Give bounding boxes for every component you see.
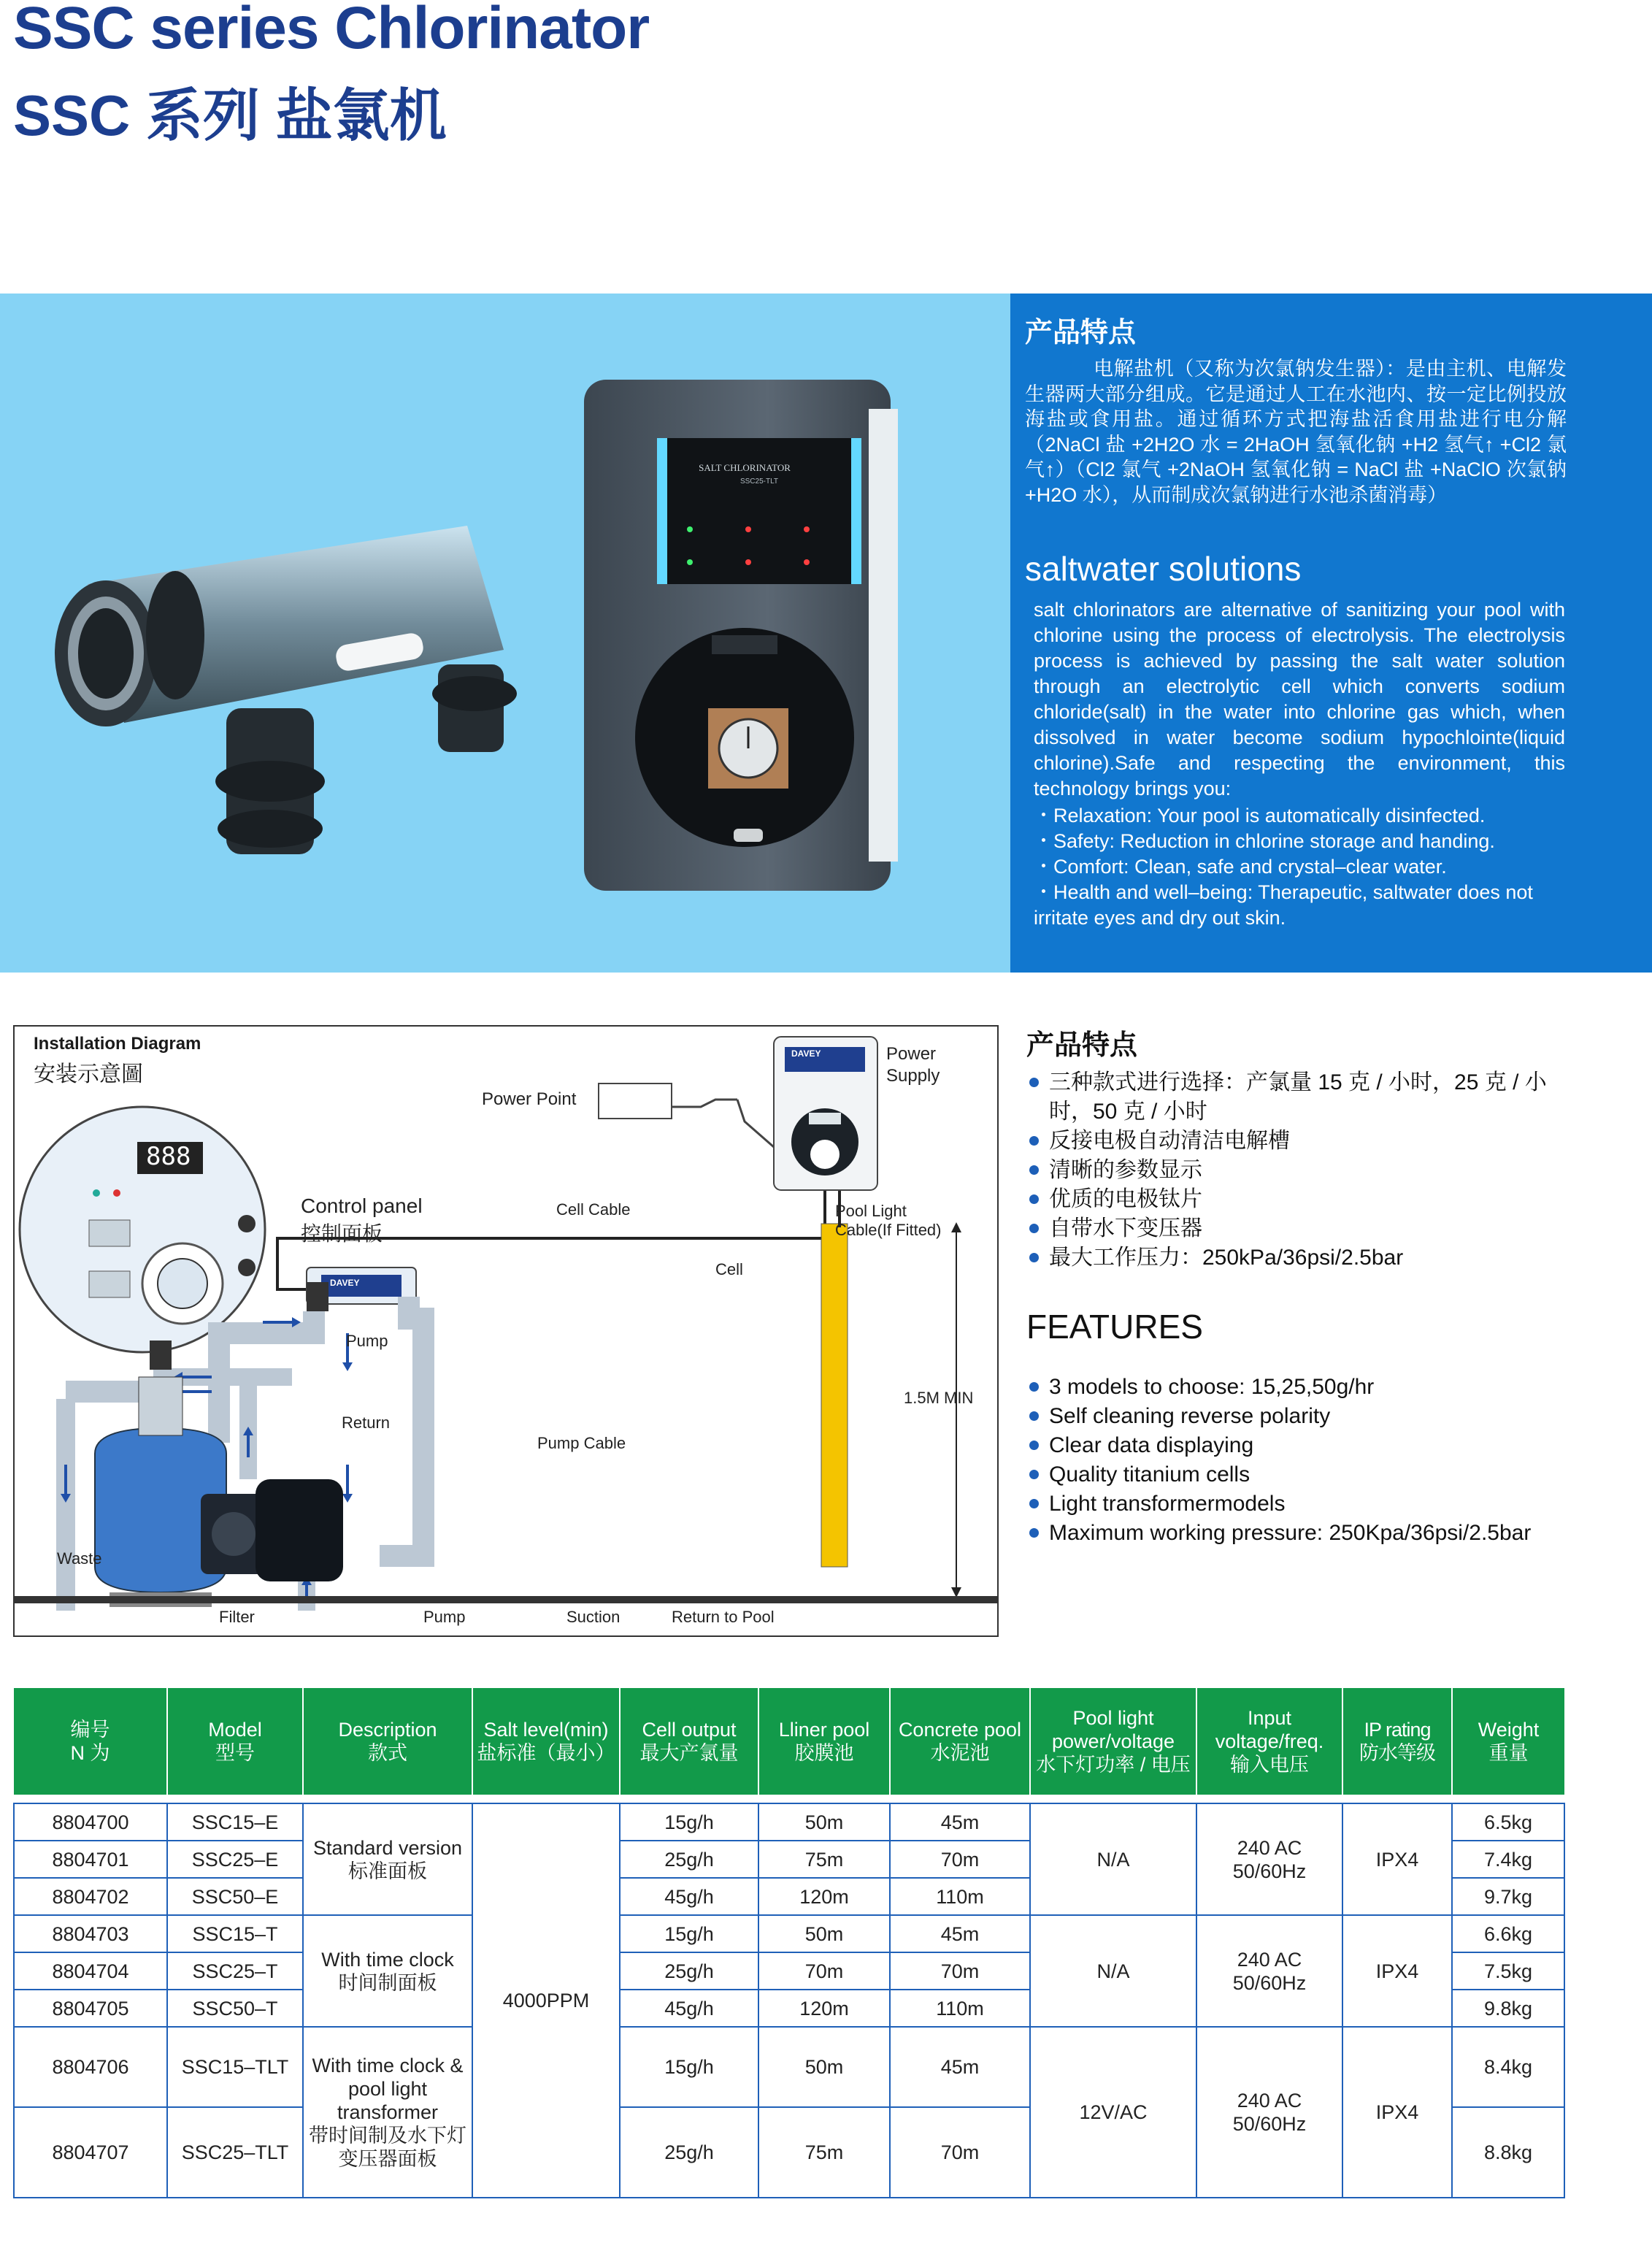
- cell-liner: 120m: [758, 1878, 890, 1915]
- cell-output: 25g/h: [620, 2107, 758, 2198]
- control-panel-display: 888: [146, 1142, 191, 1171]
- feature-item-cn: 最大工作压力：250kPa/36psi/2.5bar: [1025, 1243, 1580, 1273]
- cell-output: 45g/h: [620, 1990, 758, 2027]
- benefit-item: ・Relaxation: Your pool is automatically disinfected.: [1034, 805, 1486, 826]
- cell-input: 240 AC 50/60Hz: [1196, 2027, 1342, 2198]
- power-supply-brand: DAVEY: [791, 1048, 821, 1059]
- diagram-title-en: Installation Diagram: [34, 1034, 201, 1054]
- power-point-socket: [599, 1084, 672, 1119]
- power-supply-label-2: Supply: [886, 1066, 940, 1086]
- cell-concrete: 45m: [890, 1803, 1030, 1841]
- min-height-label: 1.5M MIN: [904, 1389, 974, 1407]
- cell-liner: 50m: [758, 2027, 890, 2107]
- pool-light-cable: [821, 1224, 848, 1567]
- cell-code: 8804702: [14, 1878, 167, 1915]
- col-header-code: 编号 N 为: [14, 1688, 167, 1795]
- cell-concrete: 70m: [890, 1841, 1030, 1878]
- cell-code: 8804704: [14, 1952, 167, 1990]
- cell-weight: 7.5kg: [1452, 1952, 1564, 1990]
- cell-model: SSC15–T: [167, 1915, 303, 1952]
- cell-model: SSC25–TLT: [167, 2107, 303, 2198]
- waste-label: Waste: [57, 1549, 102, 1568]
- page-subtitle: SSC 系列 盐氯机: [13, 83, 447, 147]
- control-panel-label-en: Control panel: [301, 1194, 423, 1217]
- col-header-input: Input voltage/freq. 输入电压: [1196, 1688, 1342, 1795]
- cell-weight: 6.6kg: [1452, 1915, 1564, 1952]
- feature-item-en: Quality titanium cells: [1025, 1460, 1609, 1489]
- power-supply-unit: [774, 1037, 877, 1190]
- col-header-weight: Weight 重量: [1452, 1688, 1564, 1795]
- cell-concrete: 110m: [890, 1878, 1030, 1915]
- product-features-paragraph-cn: 电解盐机（又称为次氯钠发生器）：是由主机、电解发生器两大部分组成。它是通过人工在水池内、按一定比例投放海盐或食用盐。通过循环方式把海盐活食用盐进行电分解（2NaCl 盐 +2H2O 水 = 2HaOH 氢氧化钠 +H2 氢气↑ +Cl2 氯气↑）（Cl2 氯气 +2NaOH 氢氧化钠 = NaCl 盐 +NaClO 次氯钠 +H2O 水），从而制成次氯钠进行水池杀菌消毒）: [1025, 358, 1567, 506]
- cell-weight: 9.7kg: [1452, 1878, 1564, 1915]
- cell-concrete: 110m: [890, 1990, 1030, 2027]
- saltwater-heading: saltwater solutions: [1025, 550, 1302, 588]
- cell-code: 8804707: [14, 2107, 167, 2198]
- cell-model: SSC50–T: [167, 1990, 303, 2027]
- control-box-image: [584, 380, 898, 891]
- col-header-pool-light: Pool light power/voltage 水下灯功率 / 电压: [1030, 1688, 1196, 1795]
- cell-salt-level: 4000PPM: [472, 1803, 620, 2198]
- col-header-ip-rating: IP rating 防水等级: [1342, 1688, 1452, 1795]
- col-header-model: Model 型号: [167, 1688, 303, 1795]
- cell-liner: 50m: [758, 1915, 890, 1952]
- power-point-label: Power Point: [482, 1089, 577, 1109]
- cell-concrete: 45m: [890, 1915, 1030, 1952]
- cell-description: With time clock 时间制面板: [303, 1915, 472, 2027]
- saltwater-benefits: [1034, 803, 1565, 931]
- cell-code: 8804706: [14, 2027, 167, 2107]
- features-heading-en: FEATURES: [1026, 1308, 1203, 1346]
- cell-cable-label: Cell Cable: [556, 1200, 631, 1219]
- cell-weight: 8.8kg: [1452, 2107, 1564, 2198]
- cell-output: 15g/h: [620, 2027, 758, 2107]
- pool-light-label-2: Cable(If Fitted): [835, 1221, 942, 1239]
- power-supply-label-1: Power: [886, 1044, 937, 1064]
- cell-concrete: 45m: [890, 2027, 1030, 2107]
- feature-item-en: Light transformermodels: [1025, 1489, 1609, 1519]
- cell-ip: IPX4: [1342, 1915, 1452, 2027]
- cell-weight: 6.5kg: [1452, 1803, 1564, 1841]
- filter-label: Filter: [219, 1608, 255, 1626]
- feature-item-en: 3 models to choose: 15,25,50g/hr: [1025, 1373, 1609, 1402]
- cell-liner: 120m: [758, 1990, 890, 2027]
- table-row: [14, 2027, 1564, 2107]
- return-to-pool-label: Return to Pool: [672, 1608, 775, 1626]
- cell-liner: 75m: [758, 1841, 890, 1878]
- cell-code: 8804705: [14, 1990, 167, 2027]
- electrolytic-cell-image: [55, 526, 517, 854]
- cell-liner: 75m: [758, 2107, 890, 2198]
- cell-pool-light: N/A: [1030, 1915, 1196, 2027]
- cell-input: 240 AC 50/60Hz: [1196, 1803, 1342, 1915]
- cell-ip: IPX4: [1342, 2027, 1452, 2198]
- cell-code: 8804700: [14, 1803, 167, 1841]
- product-photo: [29, 343, 964, 927]
- cell-model: SSC15–TLT: [167, 2027, 303, 2107]
- pool-light-label-1: Pool Light: [835, 1202, 907, 1220]
- installation-diagram: [13, 1025, 999, 1637]
- benefit-item: ・Health and well–being: Therapeutic, saltwater does not irritate eyes and dry out skin.: [1034, 881, 1533, 929]
- cell-model: SSC25–T: [167, 1952, 303, 1990]
- page-title: SSC series Chlorinator: [13, 0, 650, 61]
- cell-concrete: 70m: [890, 2107, 1030, 2198]
- pump-cable-label: Pump Cable: [537, 1434, 626, 1452]
- cell-liner: 70m: [758, 1952, 890, 1990]
- cell-model: SSC25–E: [167, 1841, 303, 1878]
- cell-output: 25g/h: [620, 1952, 758, 1990]
- feature-item-en: Clear data displaying: [1025, 1431, 1609, 1460]
- product-features-heading-cn: 产品特点: [1025, 318, 1137, 348]
- benefit-item: ・Comfort: Clean, safe and crystal–clear water.: [1034, 856, 1447, 878]
- cell-description: Standard version 标准面板: [303, 1803, 472, 1915]
- feature-item-cn: 优质的电极钛片: [1025, 1185, 1580, 1214]
- col-header-salt-level: Salt level(min) 盐标准（最小）: [472, 1688, 620, 1795]
- box-brand-label: SALT CHLORINATOR: [699, 462, 791, 473]
- cell-input: 240 AC 50/60Hz: [1196, 1915, 1342, 2027]
- cell-ip: IPX4: [1342, 1803, 1452, 1915]
- feature-item-cn: 反接电极自动清洁电解槽: [1025, 1127, 1580, 1156]
- cell-pool-light: N/A: [1030, 1803, 1196, 1915]
- col-header-description: Description 款式: [303, 1688, 472, 1795]
- cell-weight: 8.4kg: [1452, 2027, 1564, 2107]
- cell-output: 15g/h: [620, 1803, 758, 1841]
- cell-liner: 50m: [758, 1803, 890, 1841]
- cell-output: 45g/h: [620, 1878, 758, 1915]
- feature-item-cn: 清晰的参数显示: [1025, 1156, 1580, 1185]
- table-row: [14, 1803, 1564, 1841]
- pump-label: Pump: [346, 1332, 388, 1350]
- benefit-item: ・Safety: Reduction in chlorine storage and handing.: [1034, 830, 1495, 852]
- cell-weight: 7.4kg: [1452, 1841, 1564, 1878]
- cell-output: 25g/h: [620, 1841, 758, 1878]
- cell-output: 15g/h: [620, 1915, 758, 1952]
- col-header-concrete-pool: Concrete pool 水泥池: [890, 1688, 1030, 1795]
- features-heading-cn: 产品特点: [1026, 1030, 1138, 1061]
- cell-model: SSC15–E: [167, 1803, 303, 1841]
- col-header-cell-output: Cell output 最大产氯量: [620, 1688, 758, 1795]
- pump-unit: [201, 1479, 343, 1581]
- feature-item-cn: 自带水下变压器: [1025, 1214, 1580, 1243]
- diagram-drawing: [15, 1027, 997, 1635]
- feature-item-cn: 三种款式进行选择：产氯量 15 克 / 小时，25 克 / 小时，50 克 / 小时: [1025, 1068, 1580, 1127]
- features-list-en: [1025, 1373, 1609, 1548]
- table-row: [14, 1915, 1564, 1952]
- diagram-title-cn: 安装示意圖: [34, 1062, 143, 1086]
- cell-weight: 9.8kg: [1452, 1990, 1564, 2027]
- cell-label: Cell: [715, 1260, 743, 1278]
- col-header-liner-pool: Lliner pool 胶膜池: [758, 1688, 890, 1795]
- box-model-label: SSC25-TLT: [739, 478, 779, 486]
- table-header-row: [14, 1688, 1564, 1795]
- suction-label: Suction: [566, 1608, 621, 1626]
- return-label: Return: [342, 1414, 391, 1432]
- control-panel-illustration: [20, 1107, 265, 1352]
- specifications-table: [13, 1688, 1565, 2198]
- control-panel-label-cn: 控制面板: [301, 1222, 383, 1245]
- feature-item-en: Self cleaning reverse polarity: [1025, 1402, 1609, 1431]
- cell-concrete: 70m: [890, 1952, 1030, 1990]
- pump-bottom-label: Pump: [423, 1608, 466, 1626]
- cell-model: SSC50–E: [167, 1878, 303, 1915]
- cell-description: With time clock & pool light transformer 带时间制及水下灯变压器面板: [303, 2027, 472, 2198]
- cell-code: 8804701: [14, 1841, 167, 1878]
- cell-code: 8804703: [14, 1915, 167, 1952]
- feature-item-en: Maximum working pressure: 250Kpa/36psi/2.5bar: [1025, 1519, 1609, 1548]
- cell-pool-light: 12V/AC: [1030, 2027, 1196, 2198]
- saltwater-paragraph: salt chlorinators are alternative of sanitizing your pool with chlorine using the process of electrolysis. The electrolysis process is achieved by passing the salt water solution through an electrolytic cell which converts sodium chloride(salt) in the water into chlorine gas which, when dissolved in water become sodium hypochlointe(liquid chlorine).Safe and respecting the environment, this technology brings you:: [1034, 599, 1565, 799]
- features-list-cn: [1025, 1068, 1580, 1273]
- cell-brand: DAVEY: [330, 1278, 360, 1288]
